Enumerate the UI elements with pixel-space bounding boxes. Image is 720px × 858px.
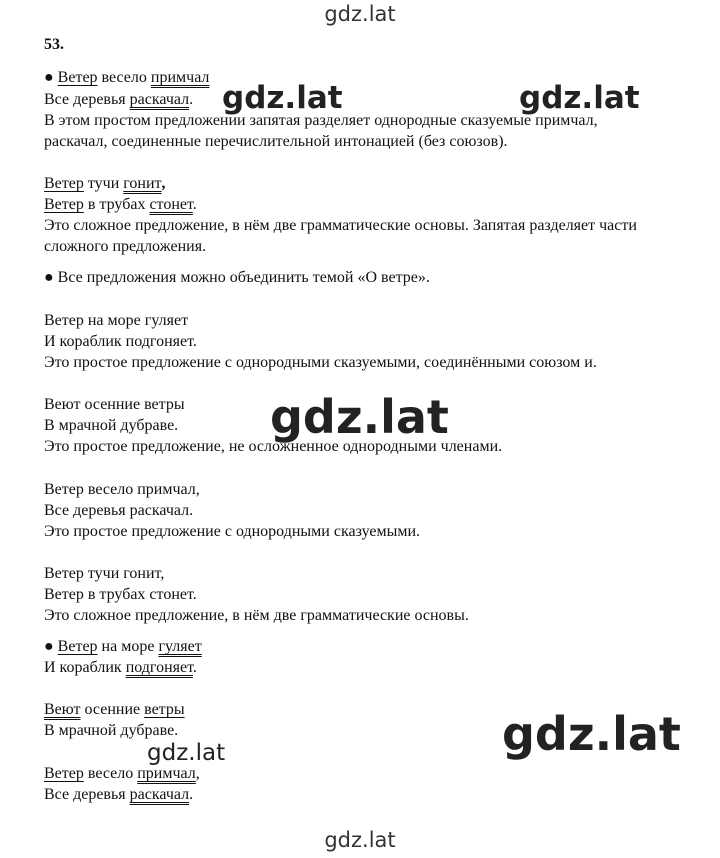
subject-word: Ветер <box>44 765 84 782</box>
poem-line-5 <box>44 637 202 657</box>
explanation-line: Это простое предложение, не осложненное однородными членами. <box>44 438 503 455</box>
poem-line-8 <box>44 764 200 784</box>
poem-line-3 <box>44 174 166 194</box>
poem-line: Ветер на море гуляет <box>44 312 189 329</box>
poem-line-1 <box>44 68 209 88</box>
watermark: gdz.lat <box>147 740 226 766</box>
subject-word: ветры <box>144 701 185 718</box>
explanation-line: сложного предложения. <box>44 238 207 255</box>
text: Все деревья <box>44 91 130 108</box>
predicate-word: раскачал <box>129 91 190 108</box>
subject-word: Ветер <box>44 196 84 213</box>
text: , <box>161 175 166 192</box>
text: , <box>195 765 200 782</box>
text: весело <box>97 69 151 86</box>
poem-line-2 <box>44 90 193 110</box>
text: тучи <box>83 175 124 192</box>
poem-line: Ветер весело примчал, <box>44 481 200 498</box>
text: . <box>192 659 197 676</box>
explanation-line: Это сложное предложение, в нём две грамматические основы. <box>44 607 469 624</box>
poem-line-6 <box>44 658 197 678</box>
subject-word: Ветер <box>44 175 84 192</box>
predicate-word: стонет <box>149 196 193 213</box>
watermark-top: gdz.lat <box>324 2 396 26</box>
subject-word: Ветер <box>57 638 98 655</box>
poem-line: В мрачной дубраве. <box>44 722 179 739</box>
watermark: gdz.lat <box>519 80 640 116</box>
poem-line: Ветер в трубах стонет. <box>44 586 197 603</box>
poem-line-4 <box>44 195 197 215</box>
text: . <box>189 786 194 803</box>
text: . <box>192 196 197 213</box>
poem-line-7 <box>44 700 185 720</box>
explanation-line: В этом простом предложении запятая разделяет однородные сказуемые примчал, <box>44 112 598 129</box>
explanation-line: Это сложное предложение, в нём две грамматические основы. Запятая разделяет части <box>44 217 637 234</box>
text: в трубах <box>83 196 150 213</box>
poem-line-9 <box>44 785 193 805</box>
text: И кораблик <box>44 659 126 676</box>
text: . <box>189 91 194 108</box>
bullet: ● <box>44 69 58 86</box>
poem-line: И кораблик подгоняет. <box>44 333 197 350</box>
poem-line: Все деревья раскачал. <box>44 502 194 519</box>
text: на море <box>97 638 159 655</box>
watermark: gdz.lat <box>270 390 449 444</box>
watermark: gdz.lat <box>502 707 681 761</box>
bullet-statement: ● Все предложения можно объединить темой «О ветре». <box>44 269 430 286</box>
exercise-number: 53. <box>44 36 64 53</box>
text: Все деревья <box>44 786 130 803</box>
predicate-word: гонит <box>123 175 162 192</box>
predicate-word: подгоняет <box>125 659 193 676</box>
poem-line: В мрачной дубраве. <box>44 417 179 434</box>
predicate-word: раскачал <box>129 786 190 803</box>
poem-line: Ветер тучи гонит, <box>44 565 165 582</box>
bullet: ● <box>44 638 58 655</box>
predicate-word: примчал <box>150 69 210 86</box>
explanation-line: Это простое предложение с однородными сказуемыми. <box>44 523 421 540</box>
predicate-word: Веют <box>44 701 81 718</box>
poem-line: Веют осенние ветры <box>44 396 185 413</box>
subject-word: Ветер <box>57 69 98 86</box>
text: осенние <box>80 701 145 718</box>
predicate-word: гуляет <box>158 638 202 655</box>
watermark-bottom: gdz.lat <box>324 828 396 852</box>
predicate-word: примчал <box>137 765 196 782</box>
explanation-line: раскачал, соединенные перечислительной интонацией (без союзов). <box>44 133 508 150</box>
text: весело <box>83 765 138 782</box>
watermark: gdz.lat <box>222 80 343 116</box>
explanation-line: Это простое предложение с однородными сказуемыми, соединёнными союзом и. <box>44 354 597 371</box>
